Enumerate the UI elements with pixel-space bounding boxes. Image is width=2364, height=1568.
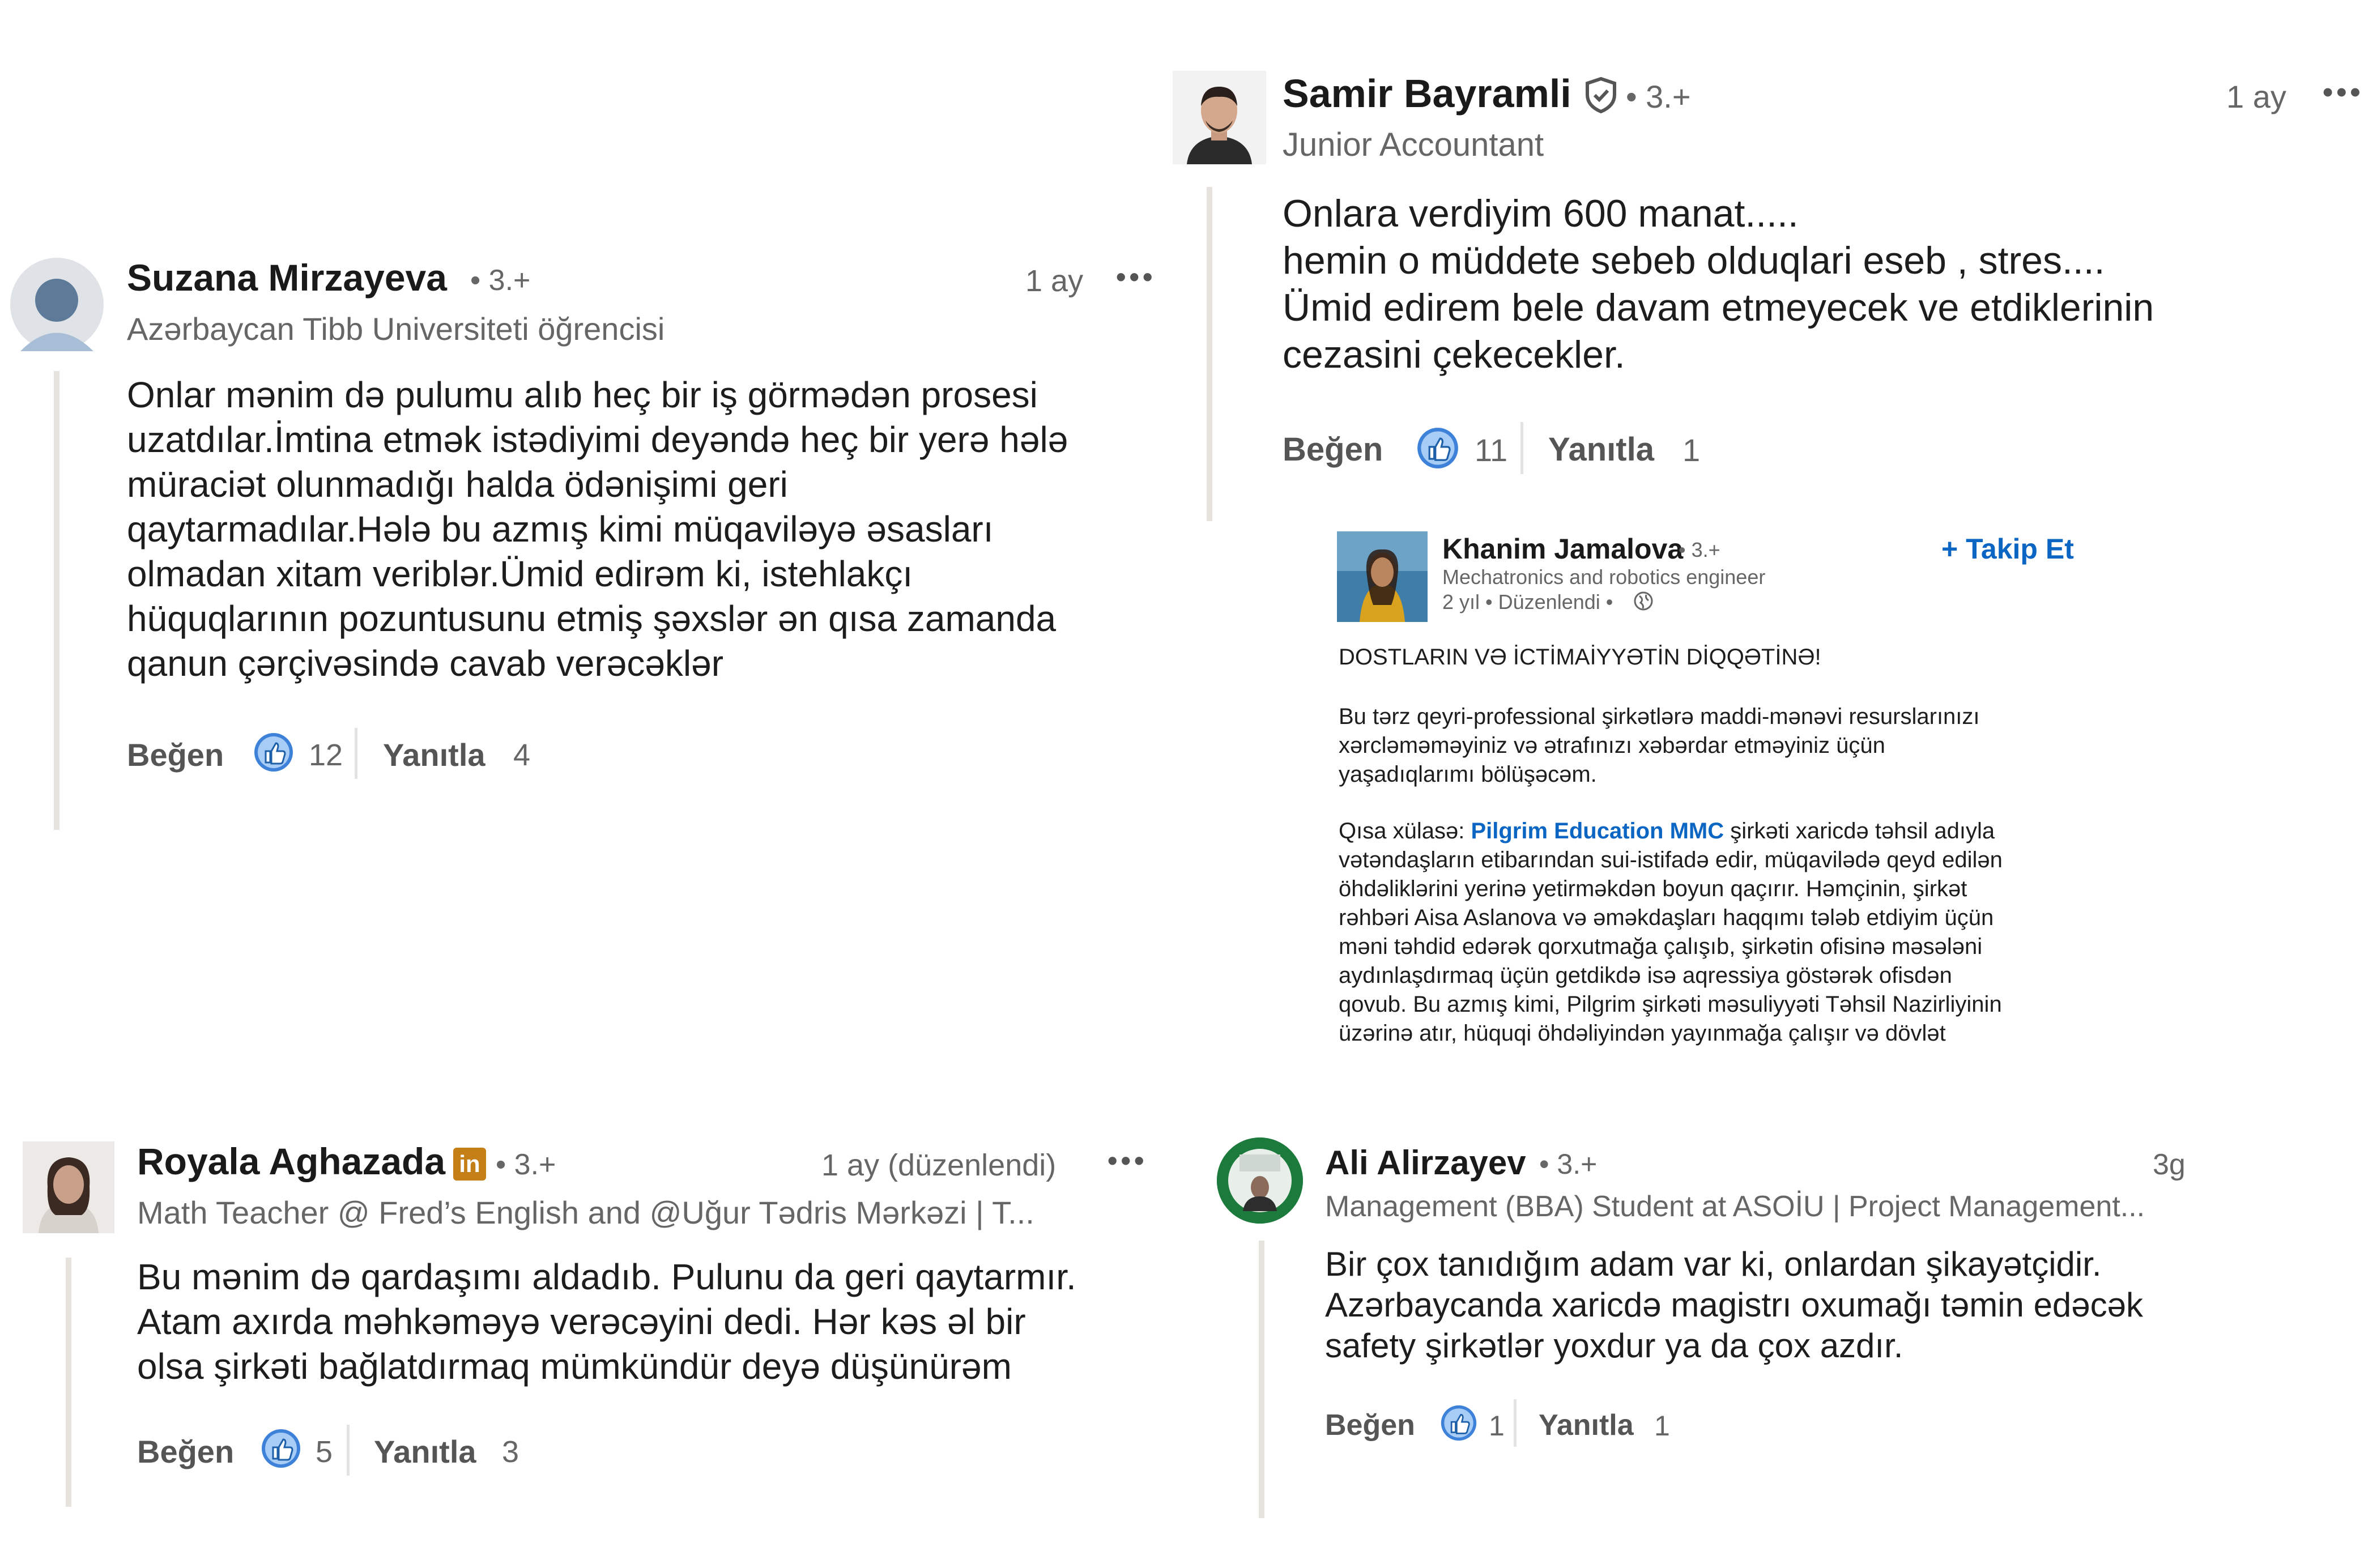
divider xyxy=(347,1425,350,1476)
reply-button[interactable]: Yanıtla xyxy=(1539,1409,1634,1442)
like-count: 12 xyxy=(309,738,343,772)
avatar[interactable] xyxy=(23,1141,114,1233)
profile-photo xyxy=(1337,531,1428,622)
comment-time: 3g xyxy=(2153,1148,2186,1181)
more-options-icon[interactable]: ••• xyxy=(1116,261,1156,293)
reply-count: 1 xyxy=(1654,1410,1670,1442)
like-count: 11 xyxy=(1475,432,1508,468)
like-reaction-icon[interactable] xyxy=(253,732,294,773)
profile-photo xyxy=(1217,1137,1303,1224)
commenter-headline: Azərbaycan Tibb Universiteti öğrencisi xyxy=(127,311,665,347)
like-count: 5 xyxy=(316,1435,333,1469)
avatar[interactable] xyxy=(1337,531,1428,622)
profile-photo xyxy=(23,1141,114,1233)
thread-line xyxy=(54,371,59,830)
like-button[interactable]: Beğen xyxy=(127,737,224,773)
follow-button[interactable]: + Takip Et xyxy=(1941,533,2074,565)
like-button[interactable]: Beğen xyxy=(1325,1409,1415,1442)
commenter-name[interactable]: Suzana Mirzayeva xyxy=(127,257,447,299)
comment-text: Bir çox tanıdığım adam var ki, onlardan şikayətçidir. Azərbaycanda xaricdə magistrı oxumağı təmin edəcək safety şirkətlər yoxdur ya da çox azdır. xyxy=(1325,1245,2144,1365)
post-paragraph: vətəndaşların etibarından sui-istifadə edir, müqavilədə qeyd edilən öhdəliklərini yerinə yetirməkdən boyun qaçırır. Həmçinin, şirkət rəhbəri Aisa Aslanova və əməkdaşları haqqımı tələb etdiyim üçün məni təhdid edərək qorxutmağa çalışıb, şirkətin ofisinə məsələni aydınlaşdırmaq üçün getdikdə isə aqressiya göstərək ofisdən qovub. Bu azmış kimi, Pilgrim şirkəti məsuliyyəti Təhsil Nazirliyinin üzərinə atır, hüquqi öhdəliyindən yayınmağa çalışır və dövlət xyxy=(1339,847,2003,1046)
post-heading: DOSTLARIN VƏ İCTİMAİYYƏTİN DİQQƏTİNƏ! xyxy=(1339,645,1821,670)
like-count: 1 xyxy=(1489,1410,1505,1442)
divider xyxy=(355,728,357,779)
thread-line xyxy=(66,1258,71,1507)
verified-shield-icon xyxy=(1584,76,1618,114)
reply-count: 4 xyxy=(513,738,531,772)
linkedin-badge-icon: in xyxy=(453,1148,486,1181)
more-options-icon[interactable]: ••• xyxy=(2323,76,2364,109)
post-text-continued: şirkəti xaricdə təhsil adıyla xyxy=(1724,819,1995,843)
connection-degree: • 3.+ xyxy=(1626,79,1691,114)
comment-text: Onlara verdiyim 600 manat..... hemin o müddete sebeb olduqlari eseb , stres.... Ümid edirem bele davam etmeyecek ve etdiklerinin cezasini çekecekler. xyxy=(1283,192,2154,376)
connection-degree: • 3.+ xyxy=(1539,1148,1598,1180)
commenter-headline: Management (BBA) Student at ASOİU | Project Management... xyxy=(1325,1190,2145,1223)
connection-degree: • 3.+ xyxy=(496,1148,556,1181)
thread-line xyxy=(1207,187,1212,521)
thread-line xyxy=(1259,1241,1264,1518)
like-reaction-icon[interactable] xyxy=(261,1428,301,1469)
post-paragraph: Bu tərz qeyri-professional şirkətlərə maddi-mənəvi resurslarınızı xərcləməməyiniz və ətrafınızı xəbərdar etməyiniz üçün yaşadıqlarımı bölüşəcəm. xyxy=(1339,704,1980,787)
default-avatar-icon xyxy=(10,258,104,351)
divider xyxy=(1520,422,1523,474)
connection-degree: • 3.+ xyxy=(470,264,531,297)
like-reaction-icon[interactable] xyxy=(1440,1404,1477,1442)
commenter-headline: Math Teacher @ Fred’s English and @Uğur Tədris Mərkəzi | T... xyxy=(137,1195,1034,1230)
post-author-headline: Mechatronics and robotics engineer xyxy=(1442,565,1766,589)
reply-button[interactable]: Yanıtla xyxy=(374,1434,476,1469)
reply-count: 3 xyxy=(502,1435,519,1469)
post-summary-line xyxy=(1339,817,1995,846)
commenter-name[interactable]: Ali Alirzayev xyxy=(1325,1144,1526,1182)
avatar[interactable] xyxy=(1217,1137,1303,1224)
more-options-icon[interactable]: ••• xyxy=(1108,1145,1148,1177)
comment-text: Onlar mənim də pulumu alıb heç bir iş görmədən prosesi uzatdılar.İmtina etmək istədiyimi deyəndə heç bir yerə hələ müraciət olunmadığı halda ödənişimi geri qaytarmadılar.Hələ bu azmış kimi müqaviləyə əsasları olmadan xitam veriblər.Ümid edirəm ki, istehlakçı hüquqlarının pozuntusunu etmiş şəxslər ən qısa zamanda qanun çərçivəsində cavab verəcəklər xyxy=(127,374,1068,684)
reply-count: 1 xyxy=(1683,432,1701,468)
comment-time: 1 ay (düzenlendi) xyxy=(821,1148,1057,1182)
like-reaction-icon[interactable] xyxy=(1416,427,1459,470)
reply-button[interactable]: Yanıtla xyxy=(383,737,485,773)
comment-text: Bu mənim də qardaşımı aldadıb. Pulunu da geri qaytarmır. Atam axırda məhkəməyə verəcəyini dedi. Hər kəs əl bir olsa şirkəti bağlatdırmaq mümkündür deyə düşünürəm xyxy=(137,1256,1076,1387)
profile-photo xyxy=(1173,71,1266,164)
summary-label: Qısa xülasə: xyxy=(1339,819,1465,843)
post-author-name[interactable]: Khanim Jamalova xyxy=(1442,533,1684,565)
divider xyxy=(1514,1399,1517,1447)
reply-button[interactable]: Yanıtla xyxy=(1548,431,1654,468)
commenter-name[interactable]: Samir Bayramli xyxy=(1283,71,1571,116)
avatar[interactable] xyxy=(1173,71,1266,164)
commenter-headline: Junior Accountant xyxy=(1283,126,1544,163)
post-meta: 2 yıl • Düzenlendi • xyxy=(1442,590,1613,613)
connection-degree: • 3.+ xyxy=(1679,538,1720,561)
comment-time: 1 ay xyxy=(1025,264,1084,298)
globe-icon xyxy=(1633,590,1654,612)
comment-time: 1 ay xyxy=(2226,79,2286,114)
like-button[interactable]: Beğen xyxy=(1283,431,1383,468)
commenter-name[interactable]: Royala Aghazada xyxy=(137,1140,446,1182)
avatar[interactable] xyxy=(10,258,104,351)
company-link[interactable]: Pilgrim Education MMC xyxy=(1471,819,1724,843)
like-button[interactable]: Beğen xyxy=(137,1434,235,1469)
